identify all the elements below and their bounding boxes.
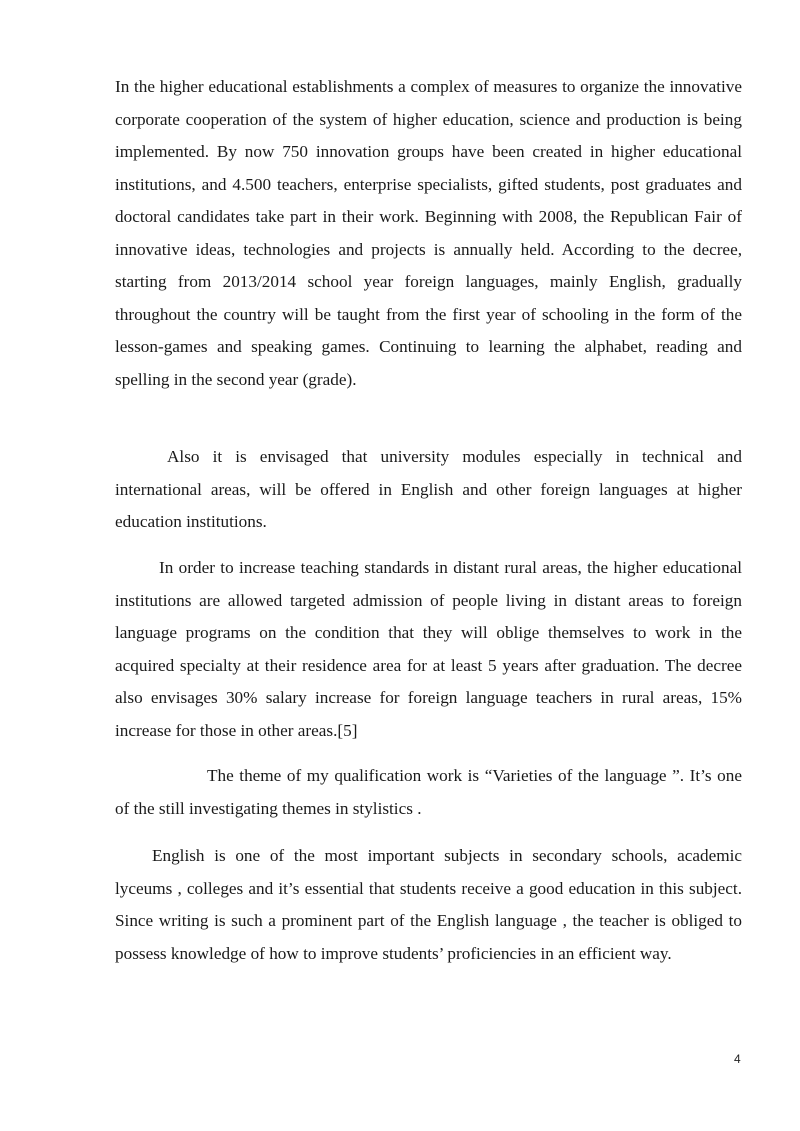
paragraph-innovation-groups: In the higher educational establishments a complex of measures to organize the innovative corporate cooperation of the system of higher education, science and production is being implemented. By now 750 innovation groups have been created in higher educational institutions, and 4.500 teachers, enterprise specialists, gifted students, post graduates and doctoral candidates take part in their work. Beginning with 2008, the Republican Fair of innovative ideas, technologies and projects is annually held. According to the decree, starting from 2013/2014 school year foreign languages, mainly English, gradually throughout the country will be taught from the first year of schooling in the form of the lesson-games and speaking games. Continuing to learning the alphabet, reading and spelling in the second year (grade). (115, 77, 742, 389)
paragraph-rural-areas: In order to increase teaching standards in distant rural areas, the higher educational institutions are allowed targeted admission of people living in distant areas to foreign language programs on the condition that they will oblige themselves to work in the acquired specialty at their residence area for at least 5 years after graduation. The decree also envisages 30% salary increase for foreign language teachers in rural areas, 15% increase for those in other areas.[5] (115, 558, 742, 740)
paragraph-english-importance: English is one of the most important subjects in secondary schools, academic lyceums , colleges and it’s essential that students receive a good education in this subject. Since writing is such a prominent part of the English language , the teacher is obliged to possess knowledge of how to improve students’ proficiencies in an efficient way. (115, 846, 742, 963)
paragraph-university-modules: Also it is envisaged that university modules especially in technical and international areas, will be offered in English and other foreign languages at higher education institutions. (115, 447, 742, 531)
paragraph-qualification-theme: The theme of my qualification work is “Varieties of the language ”. It’s one of the still investigating themes in stylistics . (115, 766, 742, 818)
page-number: 4 (734, 1052, 741, 1066)
